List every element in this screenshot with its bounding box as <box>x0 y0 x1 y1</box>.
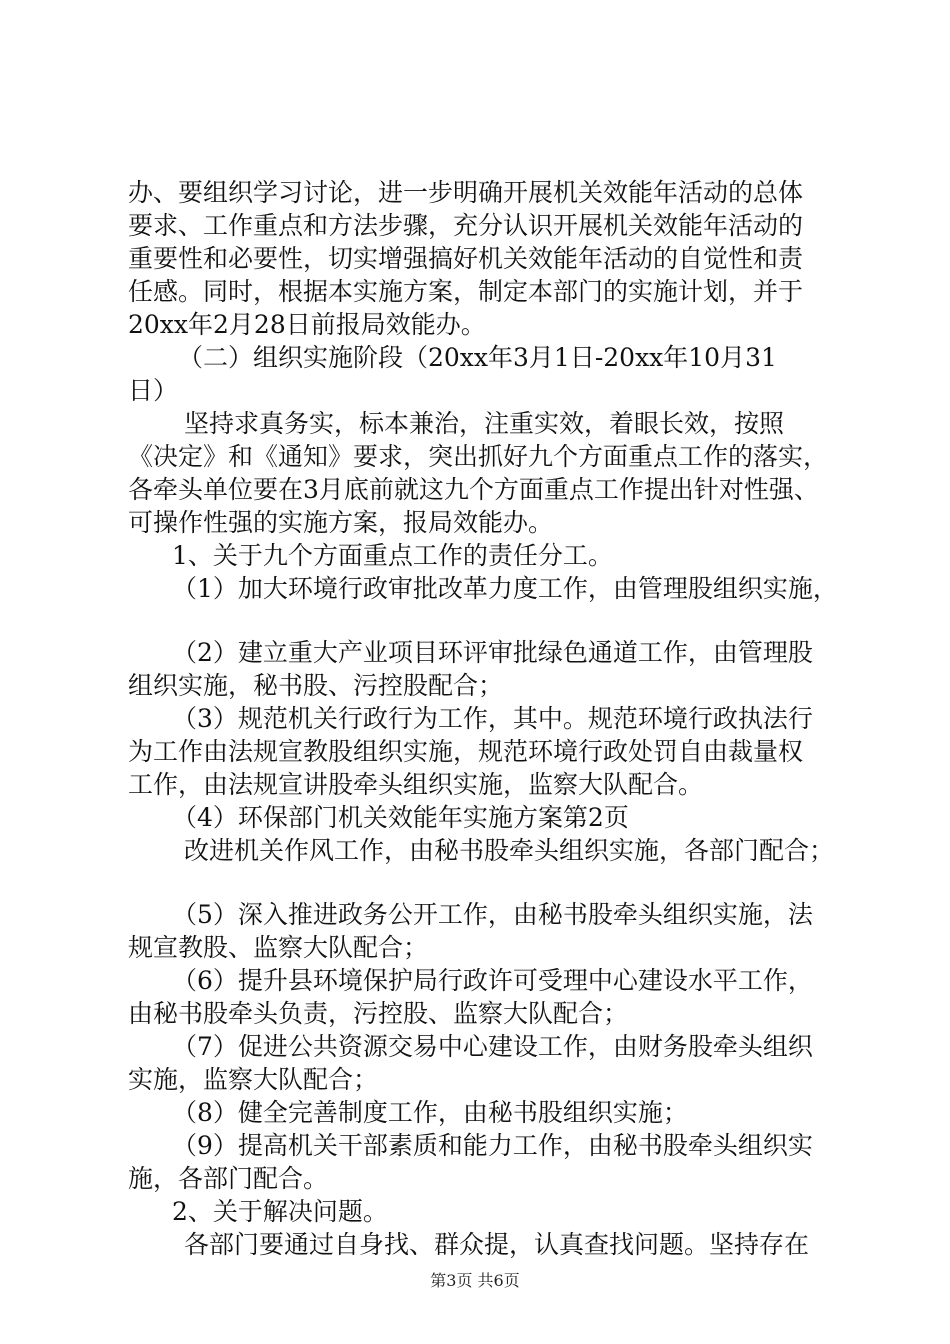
list-item-continued: 组织实施，秘书股、污控股配合； <box>128 671 504 700</box>
body-line: 可操作性强的实施方案，报局效能办。 <box>128 508 554 537</box>
list-item-continued: 由秘书股牵头负责，污控股、监察大队配合； <box>128 999 629 1028</box>
list-item-continued: 改进机关作风工作，由秘书股牵头组织实施，各部门配合； <box>184 836 835 865</box>
list-item: （4）环保部门机关效能年实施方案第2页 <box>172 803 629 832</box>
body-line: 各牵头单位要在3月底前就这九个方面重点工作提出针对性强、 <box>128 475 819 504</box>
body-line: 各部门要通过自身找、群众提，认真查找问题。坚持存在 <box>184 1230 810 1259</box>
body-line: 办、要组织学习讨论，进一步明确开展机关效能年活动的总体 <box>128 178 804 207</box>
section-heading-continued: 日） <box>128 376 179 405</box>
list-item: （8）健全完善制度工作，由秘书股组织实施； <box>172 1098 688 1127</box>
list-item-continued: 施，各部门配合。 <box>128 1164 329 1193</box>
list-item: （7）促进公共资源交易中心建设工作，由财务股牵头组织 <box>172 1032 813 1061</box>
body-line: 《决定》和《通知》要求，突出抓好九个方面重点工作的落实， <box>128 442 829 471</box>
list-item: （5）深入推进政务公开工作，由秘书股牵头组织实施，法 <box>172 900 813 929</box>
list-item: （9）提高机关干部素质和能力工作，由秘书股牵头组织实 <box>172 1131 813 1160</box>
list-item: （1）加大环境行政审批改革力度工作，由管理股组织实施， <box>172 574 838 603</box>
body-line: 坚持求真务实，标本兼治，注重实效，着眼长效，按照 <box>184 409 785 438</box>
page-number-footer: 第3页 共6页 <box>430 1271 520 1290</box>
list-item-continued: 规宣教股、监察大队配合； <box>128 933 429 962</box>
list-item-continued: 为工作由法规宣教股组织实施，规范环境行政处罚自由裁量权 <box>128 737 804 766</box>
body-line: 20xx年2月28日前报局效能办。 <box>128 310 486 339</box>
list-item: （6）提升县环境保护局行政许可受理中心建设水平工作， <box>172 966 813 995</box>
section-heading: （二）组织实施阶段（20xx年3月1日-20xx年10月31 <box>178 343 777 372</box>
body-line: 重要性和必要性，切实增强搞好机关效能年活动的自觉性和责 <box>128 244 804 273</box>
subsection-heading: 1、关于九个方面重点工作的责任分工。 <box>172 541 613 570</box>
list-item: （3）规范机关行政行为工作，其中。规范环境行政执法行 <box>172 704 813 733</box>
subsection-heading: 2、关于解决问题。 <box>172 1197 388 1226</box>
list-item: （2）建立重大产业项目环评审批绿色通道工作，由管理股 <box>172 638 813 667</box>
body-line: 要求、工作重点和方法步骤，充分认识开展机关效能年活动的 <box>128 211 804 240</box>
list-item-continued: 实施，监察大队配合； <box>128 1065 379 1094</box>
list-item-continued: 工作，由法规宣讲股牵头组织实施，监察大队配合。 <box>128 770 704 799</box>
body-line: 任感。同时，根据本实施方案，制定本部门的实施计划，并于 <box>128 277 804 306</box>
